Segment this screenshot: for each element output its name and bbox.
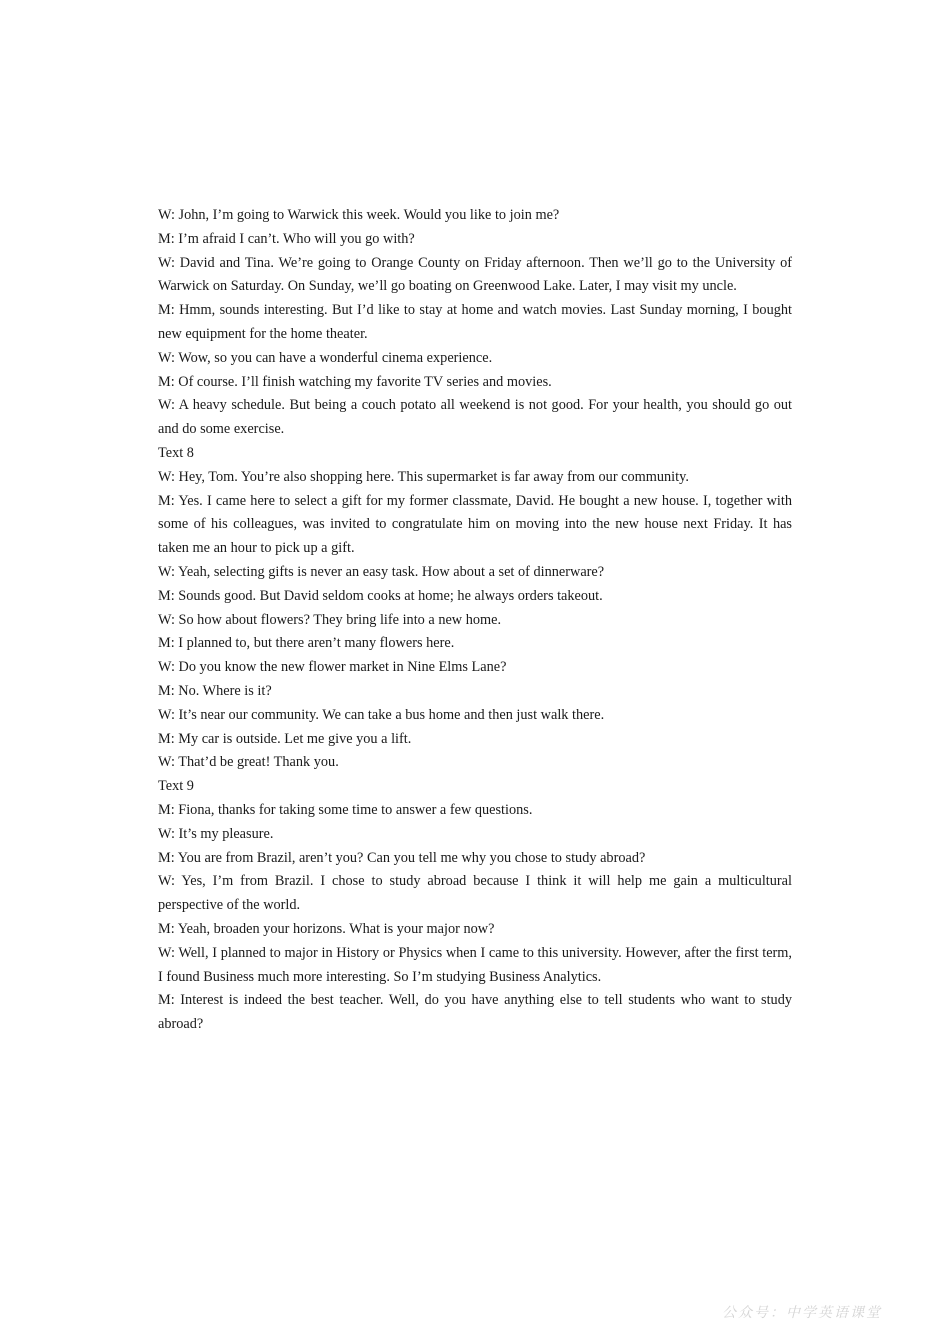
dialogue-line: M: Yeah, broaden your horizons. What is your major now? — [158, 920, 495, 937]
dialogue-line: M: Fiona, thanks for taking some time to answer a few questions. — [158, 801, 533, 818]
dialogue-line: M: I planned to, but there aren’t many flowers here. — [158, 635, 455, 652]
watermark: 公众号：中学英语课堂 — [722, 1305, 882, 1321]
dialogue-line: W: Yes, I’m from Brazil. I chose to study abroad because I think it will help me gain a multicultural perspective of the world. — [158, 873, 792, 914]
dialogue-line: M: I’m afraid I can’t. Who will you go with? — [158, 230, 415, 247]
dialogue-line: W: Wow, so you can have a wonderful cinema experience. — [158, 349, 493, 366]
dialogue-line: W: It’s my pleasure. — [158, 825, 274, 842]
dialogue-line: M: You are from Brazil, aren’t you? Can you tell me why you chose to study abroad? — [158, 849, 646, 866]
dialogue-line: M: No. Where is it? — [158, 682, 272, 699]
dialogue-line: M: Of course. I’ll finish watching my favorite TV series and movies. — [158, 373, 552, 390]
dialogue-line: W: Yeah, selecting gifts is never an easy task. How about a set of dinnerware? — [158, 563, 605, 580]
dialogue-line: W: Do you know the new flower market in Nine Elms Lane? — [158, 659, 507, 676]
dialogue-line: W: Hey, Tom. You’re also shopping here. This supermarket is far away from our community. — [158, 468, 689, 485]
dialogue-line: W: That’d be great! Thank you. — [158, 754, 339, 771]
section-heading: Text 9 — [158, 778, 194, 795]
dialogue-line: W: Well, I planned to major in History or Physics when I came to this university. However, after the first term, I found Business much more interesting. So I’m studying Business Analytics. — [158, 944, 792, 985]
dialogue-line: M: Yes. I came here to select a gift for my former classmate, David. He bought a new house. I, together with some of his colleagues, was invited to congratulate him on moving into the new house next Friday. It has taken me an hour to pick up a gift. — [158, 492, 792, 557]
dialogue-line: M: Interest is indeed the best teacher. Well, do you have anything else to tell students who want to study abroad? — [158, 992, 792, 1033]
dialogue-line: M: My car is outside. Let me give you a lift. — [158, 730, 412, 747]
dialogue-line: W: David and Tina. We’re going to Orange County on Friday afternoon. Then we’ll go to the University of Warwick on Saturday. On Sunday, we’ll go boating on Greenwood Lake. Later, I may visit my uncle. — [158, 254, 792, 295]
dialogue-line: W: A heavy schedule. But being a couch potato all weekend is not good. For your health, you should go out and do some exercise. — [158, 397, 792, 438]
dialogue-line: M: Sounds good. But David seldom cooks at home; he always orders takeout. — [158, 587, 603, 604]
dialogue-line: W: So how about flowers? They bring life into a new home. — [158, 611, 502, 628]
dialogue-line: M: Hmm, sounds interesting. But I’d like to stay at home and watch movies. Last Sunday morning, I bought new equipment for the home theater. — [158, 302, 792, 342]
transcript-body — [158, 204, 792, 1037]
dialogue-line: W: It’s near our community. We can take a bus home and then just walk there. — [158, 706, 605, 723]
dialogue-line: W: John, I’m going to Warwick this week. Would you like to join me? — [158, 207, 560, 223]
section-heading: Text 8 — [158, 444, 194, 461]
